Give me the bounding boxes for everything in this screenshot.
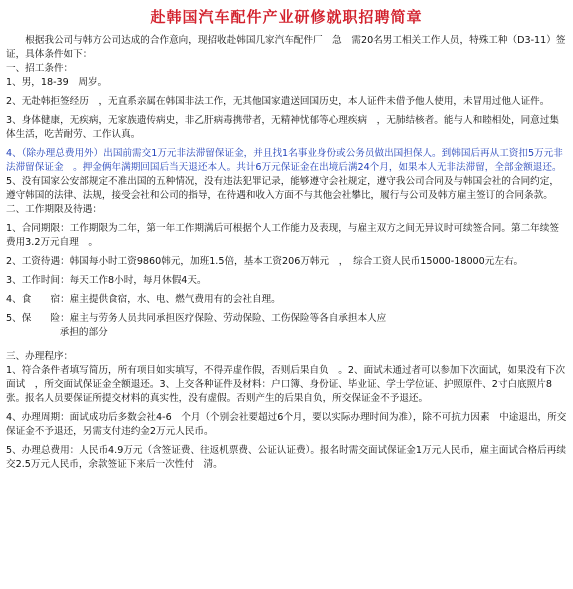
terms-item-5-continued: 承担的部分 (59, 327, 108, 338)
condition-item-1: 1、男，18-39 周岁。 (6, 77, 108, 88)
section-heading-terms: 二、工作期限及待遇： (6, 204, 102, 215)
procedure-item-5: 5、办理总费用：人民币4.9万元（含签证费、往返机票费、公证认证费）。报名时需交面试保证金1万元人民币，雇主面试合格后再续交2.5万元人民币，余款签证下来后一次性付 清。 (6, 445, 566, 470)
intro-paragraph: 根据我公司与韩方公司达成的合作意向，现招收赴韩国几家汽车配件厂 急 需20名男工相关工作人员，特殊工种（D3-11）签证，具体条件如下： (6, 35, 566, 60)
terms-item-1: 1、合同期限：工作期限为二年，第一年工作期满后可根据个人工作能力及表现，与雇主双方之间无异议时可续签合同。第二年续签费用3.2万元自理 。 (6, 223, 559, 248)
section-heading-conditions: 一、招工条件： (6, 63, 74, 74)
condition-item-4-highlight: 4、（除办理总费用外）出国前需交1万元非法滞留保证金，并且找1名事业身份或公务员做出国担保人。到韩国后再从工资扣5万元非法滞留保证金 。押金俩年满期回国后当天退还本人。共计6万元保证金在出境后满24个月，如果本人无非法滞留，全部金额退还。 (6, 148, 563, 173)
condition-item-5: 5、没有国家公安部规定不准出国的五种情况，没有违法犯罪记录，能够遵守会社规定，遵守我公司合同及与韩国会社的合同约定，遵守韩国的法律、法规，接受会社和公司的指导，在待遇和收入方面不与其他会社攀比，履行与公司及韩方雇主签订的合同条款。 (6, 176, 559, 201)
condition-item-3: 3、身体健康，无疾病，无家族遗传病史，非乙肝病毒携带者，无精神忧郁等心理疾病 ，无肺结核者。能与人和睦相处，同意过集体生活，吃苦耐劳、工作认真。 (6, 115, 559, 140)
document-body (6, 34, 567, 472)
procedure-item-4: 4、办理周期：面试成功后多数会社4-6 个月（个别会社要超过6个月，要以实际办理时间为准），除不可抗力因素 中途退出，所交保证金不予退还，另需支付违约金2万元人民币。 (6, 412, 567, 437)
terms-item-3: 3、工作时间：每天工作8小时，每月休假4天。 (6, 275, 207, 286)
section-heading-procedure: 三、办理程序： (6, 351, 74, 362)
terms-item-5: 5、保 险：雇主与劳务人员共同承担医疗保险、劳动保险、工伤保险等各自承担本人应 (6, 313, 387, 324)
page-title: 赴韩国汽车配件产业研修就职招聘简章 (150, 8, 423, 26)
procedure-item-1: 1、符合条件者填写简历，所有项目如实填写，不得弄虚作假，否则后果自负 。2、面试未通过者可以参加下次面试，如果没有下次面试 ，所交面试保证金全额退还。3、上交各种证件及材料：户口簿、身份证、毕业证、学士学位证、护照原件、2寸白底照片8张。报名人员要保证所提交材料的真实性，没有虚假。否则产生的后果自负，所交保证金不予退还。 (6, 365, 566, 404)
condition-item-2: 2、无赴韩拒签经历 ，无直系亲属在韩国非法工作，无其他国家遣送回国历史，本人证件未借予他人使用，未冒用过他人证件。 (6, 96, 550, 107)
terms-item-4: 4、食 宿：雇主提供食宿，水、电、燃气费用有的会社自理。 (6, 294, 281, 305)
terms-item-2: 2、工资待遇：韩国每小时工资9860韩元，加班1.5倍，基本工资206万韩元 ， 综合工资人民币15000-18000元左右。 (6, 256, 524, 267)
